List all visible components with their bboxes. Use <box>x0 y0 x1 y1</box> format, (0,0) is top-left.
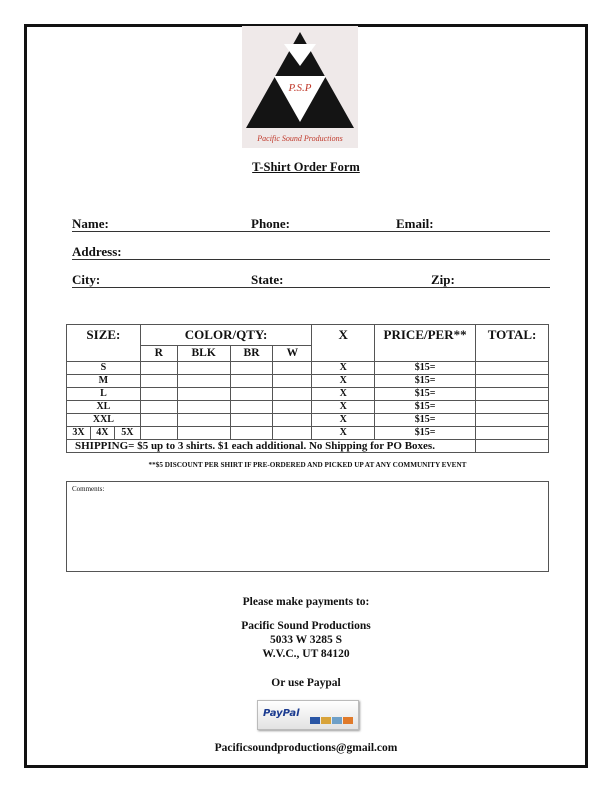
price-cell: $15= <box>375 401 476 414</box>
qty-cell[interactable] <box>140 427 177 440</box>
phone-label: Phone: <box>251 216 290 231</box>
name-line[interactable] <box>72 231 550 232</box>
qty-cell[interactable] <box>273 401 312 414</box>
qty-cell[interactable] <box>230 388 273 401</box>
total-cell[interactable] <box>476 388 549 401</box>
qty-cell[interactable] <box>273 427 312 440</box>
size-cell: XL <box>67 401 141 414</box>
shipping-note: SHIPPING= $5 up to 3 shirts. $1 each additional. No Shipping for PO Boxes. <box>67 440 476 453</box>
city-line[interactable] <box>72 287 550 288</box>
visa-icon <box>310 717 320 724</box>
table-row <box>67 414 549 427</box>
color-black-header: BLK <box>177 346 230 362</box>
price-cell: $15= <box>375 375 476 388</box>
qty-cell[interactable] <box>177 427 230 440</box>
discount-note: **$5 DISCOUNT PER SHIRT IF PRE-ORDERED AND PICKED UP AT ANY COMMUNITY EVENT <box>148 461 467 469</box>
credit-cards-icon <box>310 711 354 729</box>
size-cell: M <box>67 375 141 388</box>
city-label: City: <box>72 272 101 287</box>
price-cell: $15= <box>375 427 476 440</box>
price-header: PRICE/PER** <box>375 325 476 362</box>
zip-label: Zip: <box>431 272 455 287</box>
qty-cell[interactable] <box>140 388 177 401</box>
size-cell: L <box>67 388 141 401</box>
payment-heading: Please make payments to: <box>242 596 370 608</box>
order-table <box>66 324 549 453</box>
total-cell[interactable] <box>476 414 549 427</box>
paypal-note: Or use Paypal <box>271 677 341 689</box>
logo-caption: Pacific Sound Productions <box>257 134 343 143</box>
qty-cell[interactable] <box>273 414 312 427</box>
qty-cell[interactable] <box>230 375 273 388</box>
total-cell[interactable] <box>476 401 549 414</box>
contact-email: Pacificsoundproductions@gmail.com <box>214 742 398 754</box>
shipping-row <box>67 440 549 453</box>
state-label: State: <box>251 272 284 287</box>
company-name: Pacific Sound Productions <box>241 620 371 632</box>
price-cell: $15= <box>375 388 476 401</box>
qty-cell[interactable] <box>177 388 230 401</box>
psp-logo <box>236 26 364 151</box>
header-row <box>67 325 549 346</box>
table-row <box>67 362 549 375</box>
table-row <box>67 375 549 388</box>
size-header: SIZE: <box>67 325 141 362</box>
size-cell-4x: 4X <box>90 427 114 440</box>
page-title: T-Shirt Order Form <box>252 160 360 174</box>
qty-cell[interactable] <box>140 375 177 388</box>
qty-cell[interactable] <box>230 414 273 427</box>
table-row <box>67 388 549 401</box>
price-cell: $15= <box>375 362 476 375</box>
paypal-badge[interactable] <box>257 700 359 730</box>
address-line[interactable] <box>72 259 550 260</box>
x-cell: X <box>312 375 375 388</box>
qty-cell[interactable] <box>140 401 177 414</box>
color-qty-header: COLOR/QTY: <box>140 325 312 346</box>
qty-cell[interactable] <box>177 362 230 375</box>
qty-cell[interactable] <box>177 375 230 388</box>
amex-icon <box>332 717 342 724</box>
x-cell: X <box>312 388 375 401</box>
color-white-header: W <box>273 346 312 362</box>
size-cell: XXL <box>67 414 141 427</box>
color-brown-header: BR <box>230 346 273 362</box>
address-label: Address: <box>72 244 122 259</box>
x-cell: X <box>312 362 375 375</box>
qty-cell[interactable] <box>273 362 312 375</box>
table-row <box>67 427 549 440</box>
x-cell: X <box>312 427 375 440</box>
total-cell[interactable] <box>476 427 549 440</box>
comments-label: Comments: <box>72 485 105 493</box>
shipping-total-cell[interactable] <box>476 440 549 453</box>
mastercard-icon <box>321 717 331 724</box>
qty-cell[interactable] <box>273 388 312 401</box>
price-cell: $15= <box>375 414 476 427</box>
total-cell[interactable] <box>476 362 549 375</box>
x-header: X <box>312 325 375 362</box>
name-label: Name: <box>72 216 109 231</box>
qty-cell[interactable] <box>140 414 177 427</box>
qty-cell[interactable] <box>230 362 273 375</box>
x-cell: X <box>312 401 375 414</box>
comments-box[interactable] <box>66 481 549 572</box>
qty-cell[interactable] <box>230 427 273 440</box>
paypal-logo-text: PayPal <box>263 708 300 719</box>
email-label: Email: <box>396 216 434 231</box>
total-header: TOTAL: <box>476 325 549 362</box>
street-address: 5033 W 3285 S <box>269 634 343 646</box>
x-cell: X <box>312 414 375 427</box>
qty-cell[interactable] <box>273 375 312 388</box>
qty-cell[interactable] <box>140 362 177 375</box>
logo-letters: P.S.P <box>288 82 312 94</box>
qty-cell[interactable] <box>177 401 230 414</box>
size-cell: S <box>67 362 141 375</box>
qty-cell[interactable] <box>230 401 273 414</box>
size-cell-3x: 3X <box>67 427 91 440</box>
qty-cell[interactable] <box>177 414 230 427</box>
color-red-header: R <box>140 346 177 362</box>
table-row <box>67 401 549 414</box>
size-cell-5x: 5X <box>114 427 140 440</box>
total-cell[interactable] <box>476 375 549 388</box>
discover-icon <box>343 717 353 724</box>
city-address: W.V.C., UT 84120 <box>262 648 350 660</box>
